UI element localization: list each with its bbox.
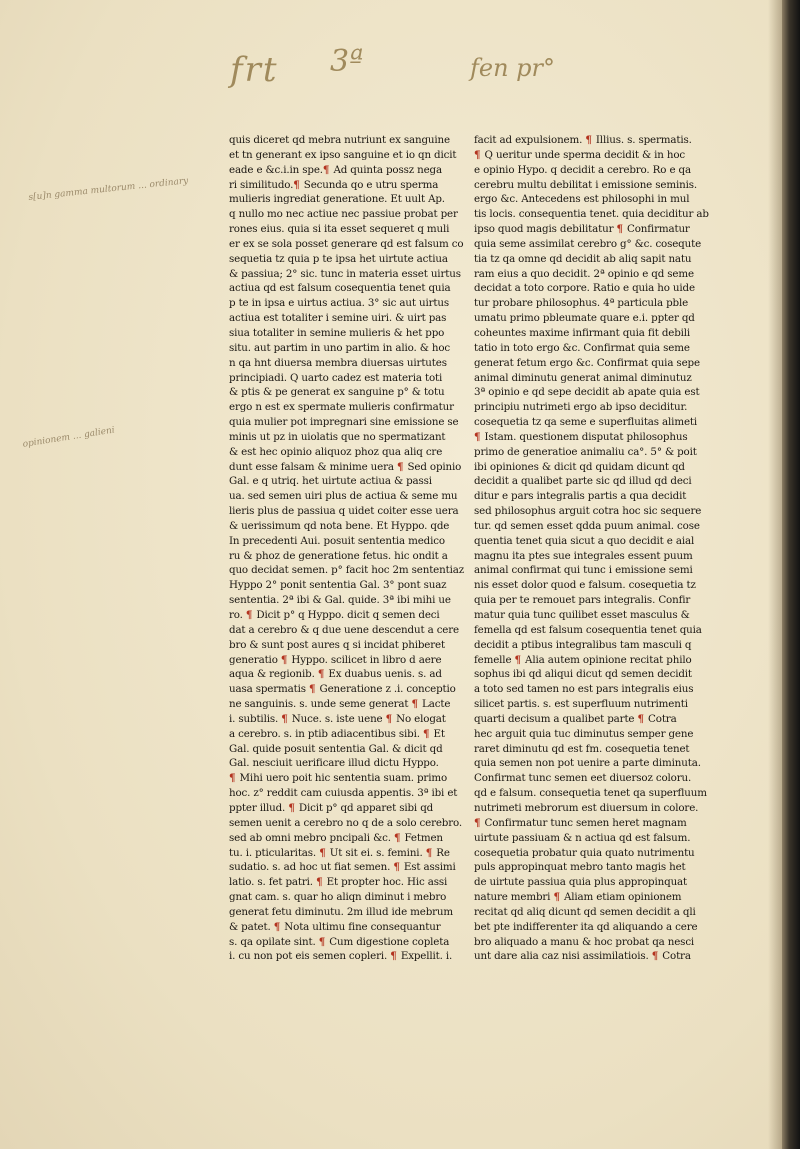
- text-line: cerebru multu debilitat i emissione seminis.: [474, 178, 697, 191]
- text-line: mulieris ingrediat generatione. Et uult Ap.: [229, 193, 445, 206]
- text-line: cosequetia probatur quia quato nutrimentu: [474, 846, 695, 859]
- text-line: principiadi. Q uarto cadez est materia toti: [229, 371, 443, 384]
- text-line: ¶ Istam. questionem disputat philosophus: [474, 430, 688, 443]
- rubric-mark: ¶: [273, 920, 281, 933]
- text-line: decidit a qualibet parte sic qd illud qd deci: [474, 475, 692, 488]
- text-line: quentia tenet quia sicut a quo decidit e aial: [474, 534, 695, 547]
- text-line: tia tz qa omne qd decidit ab aliq sapit natu: [474, 252, 692, 265]
- text-line: a cerebro. s. in ptib adiacentibus sibi. ¶ Et: [229, 727, 445, 740]
- text-line: ibi opiniones & dicit qd quidam dicunt qd: [474, 460, 685, 473]
- text-line: eade e &c.i.in spe.¶ Ad quinta possz nega: [229, 163, 442, 176]
- text-line: unt dare alia caz nisi assimilatiois. ¶ Cotra: [474, 950, 691, 963]
- text-line: magnu ita ptes sue integrales essent puum: [474, 549, 693, 562]
- text-line: uirtute passiuam & n actiua qd est falsum.: [474, 831, 691, 844]
- text-line: animal diminutu generat animal diminutuz: [474, 371, 692, 384]
- text-line: tis locis. consequentia tenet. quia deciditur ab: [474, 208, 709, 221]
- rubric-mark: ¶: [281, 712, 288, 725]
- text-line: cosequetia tz qa seme e superfluitas alimeti: [474, 416, 698, 429]
- text-line: et tn generant ex ipso sanguine et io qn dicit: [229, 148, 457, 161]
- text-line: Hyppo 2° ponit sententia Gal. 3° pont suaz: [229, 579, 447, 592]
- rubric-mark: ¶: [316, 876, 323, 889]
- rubric-mark: ¶: [317, 668, 325, 681]
- rubric-mark: ¶: [393, 861, 400, 874]
- text-line: sed philosophus arguit cotra hoc sic sequere: [474, 505, 702, 518]
- text-line: ne sanguinis. s. unde seme generat ¶ Lacte: [229, 698, 451, 711]
- text-line: uasa spermatis ¶ Generatione z .i. conceptio: [229, 683, 456, 696]
- text-line: tur probare philosophus. 4ª particula pble: [474, 297, 689, 310]
- text-line: coheuntes maxime infirmant quia fit debili: [474, 326, 691, 339]
- rubric-mark: ¶: [553, 891, 560, 904]
- text-line: nature membri ¶ Aliam etiam opinionem: [474, 891, 682, 904]
- text-line: quarti decisum a qualibet parte ¶ Cotra: [474, 712, 677, 725]
- rubric-mark: ¶: [411, 698, 418, 711]
- text-line: semen uenit a cerebro no q de a solo cerebro.: [229, 816, 462, 829]
- text-line: sequetia tz quia p te ipsa het uirtute actiua: [229, 252, 448, 265]
- rubric-mark: ¶: [474, 816, 481, 829]
- text-line: sudatio. s. ad hoc ut fiat semen. ¶ Est assimi: [229, 861, 456, 874]
- text-line: quis diceret qd mebra nutriunt ex sanguine: [229, 134, 450, 146]
- text-line: actiua est totaliter i semine uiri. & uirt pas: [229, 312, 447, 325]
- text-line: & patet. ¶ Nota ultimu fine consequantur: [229, 920, 441, 933]
- text-line: & est hec opinio aliquoz phoz qua aliq cre: [229, 445, 443, 458]
- rubric-mark: ¶: [423, 727, 430, 740]
- text-line: recitat qd aliq dicunt qd semen decidit a qli: [474, 905, 696, 918]
- running-head-right: fen pr°: [470, 54, 556, 82]
- rubric-mark: ¶: [288, 801, 295, 814]
- text-line: quia semen non pot uenire a parte diminuta.: [474, 757, 701, 770]
- text-line: sed ab omni mebro pncipali &c. ¶ Fetmen: [229, 831, 443, 844]
- rubric-mark: ¶: [280, 653, 288, 666]
- text-line: rones eius. quia si ita esset sequeret q muli: [229, 223, 450, 236]
- text-line: tu. i. pticularitas. ¶ Ut sit ei. s. femini. ¶ Re: [229, 846, 450, 859]
- text-line: decidat a toto corpore. Ratio e quia ho uide: [474, 282, 695, 295]
- text-line: dunt esse falsam & minime uera ¶ Sed opinio: [229, 460, 462, 473]
- text-line: s. qa opilate sint. ¶ Cum digestione copleta: [229, 935, 450, 948]
- text-line: p te in ipsa e uirtus actiua. 3° sic aut uirtus: [229, 297, 449, 310]
- text-line: ergo &c. Antecedens est philosophi in mul: [474, 193, 690, 206]
- rubric-mark: ¶: [318, 935, 326, 948]
- text-line: dat a cerebro & q due uene descendut a cere: [229, 623, 459, 636]
- text-line: minis ut pz in uiolatis que no spermatizant: [229, 430, 446, 443]
- running-head-middle: 3ª: [330, 44, 364, 79]
- text-line: Gal. quide posuit sententia Gal. & dicit qd: [229, 742, 443, 755]
- rubric-mark: ¶: [309, 683, 316, 696]
- text-line: ¶ Confirmatur tunc semen heret magnam: [474, 816, 687, 829]
- rubric-mark: ¶: [396, 460, 404, 473]
- text-line: bro aliquado a manu & hoc probat qa nesci: [474, 935, 695, 948]
- book-gutter: [782, 0, 800, 1149]
- rubric-mark: ¶: [390, 950, 397, 963]
- marginal-annotation-2: opinionem ... galieni: [22, 425, 116, 450]
- text-line: de uirtute passiua quia plus appropinquat: [474, 876, 688, 889]
- text-line: umatu primo pbleumate quare e.i. ppter qd: [474, 312, 695, 325]
- text-line: aqua & regionib. ¶ Ex duabus uenis. s. ad: [229, 668, 442, 681]
- text-line: er ex se sola posset generare qd est falsum co: [229, 237, 464, 250]
- page-edge-shadow: [768, 0, 782, 1149]
- text-line: e opinio Hypo. q decidit a cerebro. Ro e qa: [474, 163, 691, 176]
- marginal-annotation-1: s[u]n gamma multorum ... ordinary: [28, 176, 189, 203]
- text-line: ua. sed semen uiri plus de actiua & seme mu: [229, 490, 458, 503]
- text-line: ¶ Mihi uero poit hic sententia suam. primo: [229, 772, 447, 785]
- text-line: nutrimeti mebrorum est diuersum in colore.: [474, 801, 699, 814]
- text-line: actiua qd est falsum cosequentia tenet quia: [229, 282, 451, 295]
- text-line: generat fetum ergo &c. Confirmat quia sepe: [474, 356, 700, 369]
- text-line: ditur e pars integralis partis a qua decidit: [474, 490, 687, 503]
- text-line: tur. qd semen esset qdda puum animal. cose: [474, 519, 700, 532]
- text-line: quo decidat semen. p° facit hoc 2m sententiaz: [229, 564, 465, 577]
- rubric-mark: ¶: [474, 148, 481, 161]
- text-line: Gal. e q utriq. het uirtute actiua & passi: [229, 475, 432, 488]
- text-line: ru & phoz de generatione fetus. hic ondit a: [229, 549, 448, 562]
- text-line: ro. ¶ Dicit p° q Hyppo. dicit q semen deci: [229, 609, 440, 621]
- text-line: ergo n est ex spermate mulieris confirmatur: [229, 401, 454, 414]
- running-head-left: frt: [230, 50, 279, 90]
- text-line: primo de generatioe animaliu ca°. 5° & poit: [474, 445, 697, 458]
- text-line: bet pte indifferenter ita qd aliquando a cere: [474, 920, 698, 933]
- text-line: decidit a ptibus integralibus tam masculi q: [474, 638, 692, 651]
- rubric-mark: ¶: [514, 653, 521, 666]
- rubric-mark: ¶: [293, 178, 300, 191]
- text-line: In precedenti Aui. posuit sententia medico: [229, 534, 445, 547]
- text-line: animal confirmat qui tunc i emissione semi: [474, 564, 693, 577]
- text-column-right: [474, 133, 709, 964]
- rubric-mark: ¶: [393, 831, 401, 844]
- text-column-left: [229, 133, 465, 964]
- text-line: nis esset dolor quod e falsum. cosequetia tz: [474, 579, 696, 592]
- text-line: ipso quod magis debilitatur ¶ Confirmatur: [474, 223, 690, 236]
- text-line: facit ad expulsionem. ¶ Illius. s. spermatis.: [474, 134, 692, 146]
- rubric-mark: ¶: [474, 430, 481, 443]
- text-line: principiu nutrimeti ergo ab ipso deciditur.: [474, 401, 688, 414]
- text-line: generat fetu diminutu. 2m illud ide mebrum: [229, 905, 454, 918]
- rubric-mark: ¶: [616, 223, 623, 236]
- text-line: lieris plus de passiua q uidet coiter esse uera: [229, 505, 459, 518]
- text-line: tatio in toto ergo &c. Confirmat quia seme: [474, 341, 690, 354]
- text-line: bro & sunt post aures q si incidat phiberet: [229, 638, 445, 651]
- text-line: gnat cam. s. quar ho aliqn diminut i mebro: [229, 891, 447, 904]
- text-line: hoc. z° reddit cam cuiusda appentis. 3ª ibi et: [229, 787, 458, 800]
- text-line: latio. s. fet patri. ¶ Et propter hoc. Hic assi: [229, 876, 448, 889]
- running-head: [0, 40, 782, 100]
- text-line: femella qd est falsum cosequentia tenet quia: [474, 623, 702, 636]
- rubric-mark: ¶: [585, 134, 592, 146]
- rubric-mark: ¶: [651, 950, 659, 963]
- text-line: matur quia tunc quilibet esset masculus &: [474, 609, 690, 621]
- rubric-mark: ¶: [322, 163, 330, 176]
- text-line: n qa hnt diuersa membra diuersas uirtutes: [229, 356, 447, 369]
- text-line: qd e falsum. consequetia tenet qa superfluum: [474, 787, 707, 800]
- text-line: quia per te remouet pars integralis. Confir: [474, 594, 691, 607]
- text-line: generatio ¶ Hyppo. scilicet in libro d aere: [229, 653, 442, 666]
- rubric-mark: ¶: [229, 772, 236, 785]
- text-line: q nullo mo nec actiue nec passiue probat per: [229, 208, 458, 221]
- rubric-mark: ¶: [319, 846, 326, 859]
- text-line: ri similitudo.¶ Secunda qo e utru sperma: [229, 178, 439, 191]
- rubric-mark: ¶: [385, 712, 393, 725]
- text-line: sophus ibi qd aliqui dicut qd semen decidit: [474, 668, 692, 681]
- text-line: & uerissimum qd nota bene. Et Hyppo. qde: [229, 519, 450, 532]
- text-line: 3ª opinio e qd sepe decidit ab apate quia est: [474, 386, 700, 399]
- text-line: quia mulier pot impregnari sine emissione se: [229, 416, 459, 429]
- text-line: ¶ Q ueritur unde sperma decidit & in hoc: [474, 148, 686, 161]
- text-line: i. cu non pot eis semen copleri. ¶ Expellit. i.: [229, 950, 453, 963]
- text-line: situ. aut partim in uno partim in alio. & hoc: [229, 341, 451, 354]
- text-line: sententia. 2ª ibi & Gal. quide. 3ª ibi mihi ue: [229, 594, 451, 607]
- text-line: ram eius a quo decidit. 2ª opinio e qd seme: [474, 267, 694, 280]
- text-line: & ptis & pe generat ex sanguine p° & totu: [229, 386, 445, 399]
- text-line: ppter illud. ¶ Dicit p° qd apparet sibi qd: [229, 801, 434, 814]
- text-line: silicet partis. s. est superfluum nutrimenti: [474, 698, 688, 711]
- rubric-mark: ¶: [425, 846, 433, 859]
- text-line: hec arguit quia tuc diminutus semper gene: [474, 727, 694, 740]
- text-line: siua totaliter in semine mulieris & het ppo: [229, 326, 445, 339]
- rubric-mark: ¶: [245, 609, 253, 621]
- rubric-mark: ¶: [637, 712, 644, 725]
- text-line: puls appropinquat mebro tanto magis het: [474, 861, 686, 874]
- text-line: raret diminutu qd est fm. cosequetia tenet: [474, 742, 690, 755]
- text-line: i. subtilis. ¶ Nuce. s. iste uene ¶ No elogat: [229, 712, 446, 725]
- text-line: quia seme assimilat cerebro g° &c. cosequte: [474, 237, 702, 250]
- text-line: a toto sed tamen no est pars integralis eius: [474, 683, 694, 696]
- text-line: femelle ¶ Alia autem opinione recitat philo: [474, 653, 692, 666]
- text-line: & passiua; 2° sic. tunc in materia esset uirtus: [229, 267, 461, 280]
- text-line: Confirmat tunc semen eet diuersoz coloru.: [474, 772, 692, 785]
- text-line: Gal. nesciuit uerificare illud dictu Hyppo.: [229, 757, 439, 770]
